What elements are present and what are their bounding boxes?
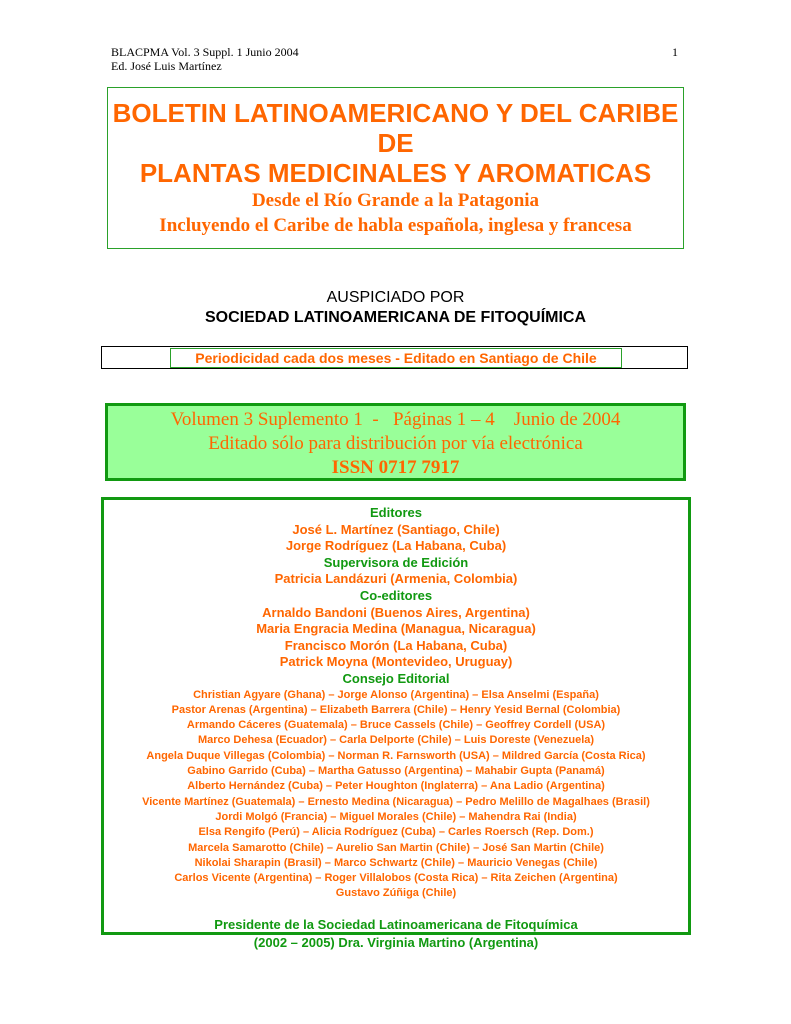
council-line: Carlos Vicente (Argentina) – Roger Villalobos (Costa Rica) – Rita Zeichen (Argentina)	[174, 872, 618, 885]
council-line: Angela Duque Villegas (Colombia) – Norman R. Farnsworth (USA) – Mildred García (Costa Rica)	[146, 749, 646, 762]
coeditor-name: Arnaldo Bandoni (Buenos Aires, Argentina)	[262, 604, 530, 620]
council-line: Marcela Samarotto (Chile) – Aurelio San Martin (Chile) – José San Martin (Chile)	[188, 841, 604, 854]
council-line: Gabino Garrido (Cuba) – Martha Gatusso (Argentina) – Mahabir Gupta (Panamá)	[187, 765, 605, 778]
council-heading: Consejo Editorial	[342, 670, 450, 686]
editors-heading: Editores	[369, 505, 422, 520]
council-line: Marco Dehesa (Ecuador) – Carla Delporte (Chile) – Luis Doreste (Venezuela)	[197, 734, 595, 747]
coeditor-name: Francisco Morón (La Habana, Cuba)	[284, 637, 508, 653]
title-line-2: DE	[377, 128, 414, 158]
title-line-1: BOLETIN LATINOAMERICANO Y DEL CARIBE	[112, 98, 679, 128]
council-line: Alberto Hernández (Cuba) – Peter Houghton (Inglaterra) – Ana Ladio (Argentina)	[187, 780, 605, 793]
council-line: Vicente Martínez (Guatemala) – Ernesto Medina (Nicaragua) – Pedro Melillo de Magalhaes (Brasil)	[142, 795, 650, 808]
sponsor-label: AUSPICIADO POR	[326, 289, 465, 306]
running-header	[111, 45, 299, 73]
coeditors-heading: Co-editores	[359, 587, 433, 603]
header-journal-line: BLACPMA Vol. 3 Suppl. 1 Junio 2004	[111, 45, 299, 59]
council-line: Elsa Rengifo (Perú) – Alicia Rodríguez (Cuba) – Carles Roersch (Rep. Dom.)	[198, 826, 594, 839]
title-box	[107, 87, 684, 249]
editor-name: José L. Martínez (Santiago, Chile)	[292, 521, 500, 537]
subtitle-1: Desde el Río Grande a la Patagonia	[251, 190, 540, 211]
council-line: Nikolai Sharapin (Brasil) – Marco Schwartz (Chile) – Mauricio Venegas (Chile)	[194, 856, 598, 869]
council-line: Armando Cáceres (Guatemala) – Bruce Cassels (Chile) – Geoffrey Cordell (USA)	[186, 719, 606, 732]
council-line: Gustavo Zúñiga (Chile)	[335, 887, 457, 900]
periodicity-text: Periodicidad cada dos meses - Editado en Santiago de Chile	[170, 348, 622, 368]
president-title: Presidente de la Sociedad Latinoamericana de Fitoquímica	[214, 916, 578, 932]
president-name: (2002 – 2005) Dra. Virginia Martino (Argentina)	[253, 934, 539, 950]
supervisor-heading: Supervisora de Edición	[323, 554, 469, 570]
subtitle-2: Incluyendo el Caribe de habla española, inglesa y francesa	[159, 215, 632, 236]
editor-name: Jorge Rodríguez (La Habana, Cuba)	[285, 538, 507, 554]
sponsor-name: SOCIEDAD LATINOAMERICANA DE FITOQUÍMICA	[204, 309, 587, 326]
header-editor-line: Ed. José Luis Martínez	[111, 59, 222, 73]
distribution-line: Editado sólo para distribución por vía electrónica	[208, 433, 583, 454]
volume-box	[105, 403, 686, 481]
page-number: 1	[672, 45, 678, 59]
editorial-board-box	[101, 497, 691, 950]
coeditor-name: Maria Engracia Medina (Managua, Nicaragua)	[256, 621, 536, 637]
volume-line: Volumen 3 Suplemento 1 - Páginas 1 – 4 Junio de 2004	[170, 409, 621, 430]
council-line: Jordi Molgó (Francia) – Miguel Morales (Chile) – Mahendra Rai (India)	[215, 810, 577, 823]
title-line-3: PLANTAS MEDICINALES Y AROMATICAS	[139, 158, 652, 188]
council-line: Christian Agyare (Ghana) – Jorge Alonso (Argentina) – Elsa Anselmi (España)	[193, 688, 599, 701]
coeditor-name: Patrick Moyna (Montevideo, Uruguay)	[279, 654, 513, 670]
supervisor-name: Patricia Landázuri (Armenia, Colombia)	[274, 571, 518, 587]
council-line: Pastor Arenas (Argentina) – Elizabeth Barrera (Chile) – Henry Yesid Bernal (Colombia)	[171, 703, 621, 716]
issn: ISSN 0717 7917	[331, 457, 460, 478]
